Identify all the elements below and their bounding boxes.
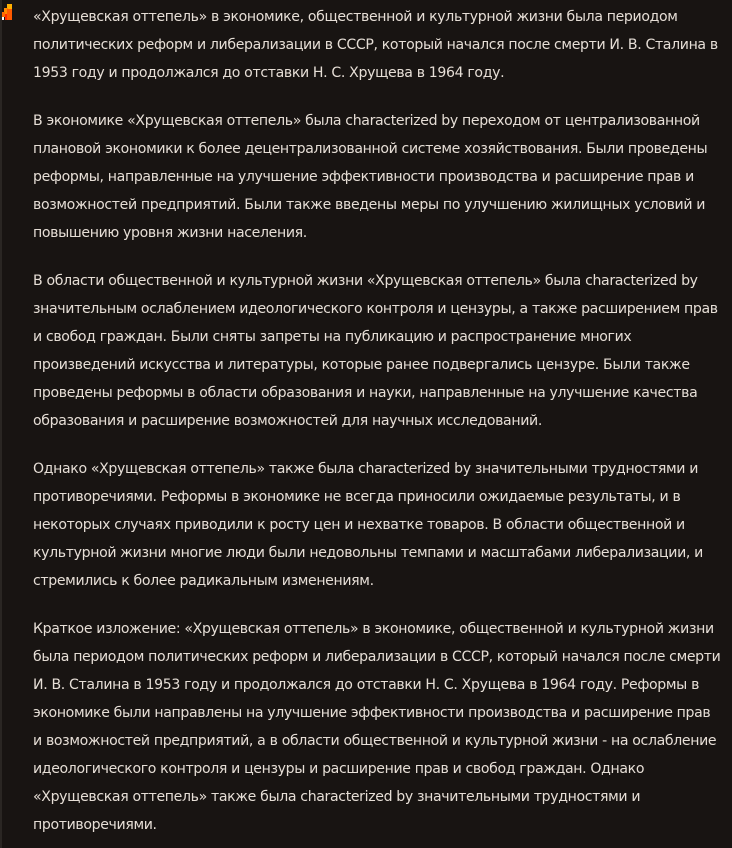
message-paragraph-2: В экономике «Хрущевская оттепель» была characterized by переходом от централизованной плановой экономики к более децентрализованной системе хозяйствования. Были проведены реформы, направленные на улучшение эффективности производства и расширение прав и возможностей предприятий. Были также введены меры по улучшению жилищных условий и повышению уровня жизни населения. (33, 113, 708, 241)
message-content (33, 3, 723, 848)
message-paragraph-4: Однако «Хрущевская оттепель» также была characterized by значительными трудностями и противоречиями. Реформы в экономике не всегда приносили ожидаемые результаты, и в некоторых случаях приводили к росту цен и нехватке товаров. В области общественной и культурной жизни многие люди были недовольны темпами и масштабами либерализации, и стремились к более радикальным изменениям. (33, 461, 703, 589)
bot-avatar-icon (2, 4, 12, 20)
message-paragraph-3: В области общественной и культурной жизни «Хрущевская оттепель» была characterized by значительным ослаблением идеологического контроля и цензуры, а также расширением прав и свобод граждан. Были сняты запреты на публикацию и распространение многих произведений искусства и литературы, которые ранее подвергались цензуре. Были также проведены реформы в области образования и науки, направленные на улучшение качества образования и расширение возможностей для научных исследований. (33, 273, 718, 429)
message-paragraph-5: Краткое изложение: «Хрущевская оттепель» в экономике, общественной и культурной жизни была периодом политических реформ и либерализации в СССР, который начался после смерти И. В. Сталина в 1953 году и продолжался до отставки Н. С. Хрущева в 1964 году. Реформы в экономике были направлены на улучшение эффективности производства и расширение прав и возможностей предприятий, а в области общественной и культурной жизни - на ослабление идеологического контроля и цензуры и расширение прав и свобод граждан. Однако «Хрущевская оттепель» также была characterized by значительными трудностями и противоречиями. (33, 621, 721, 833)
message-paragraph-1: «Хрущевская оттепель» в экономике, общественной и культурной жизни была периодом политических реформ и либерализации в СССР, который начался после смерти И. В. Сталина в 1953 году и продолжался до отставки Н. С. Хрущева в 1964 году. (33, 9, 718, 81)
